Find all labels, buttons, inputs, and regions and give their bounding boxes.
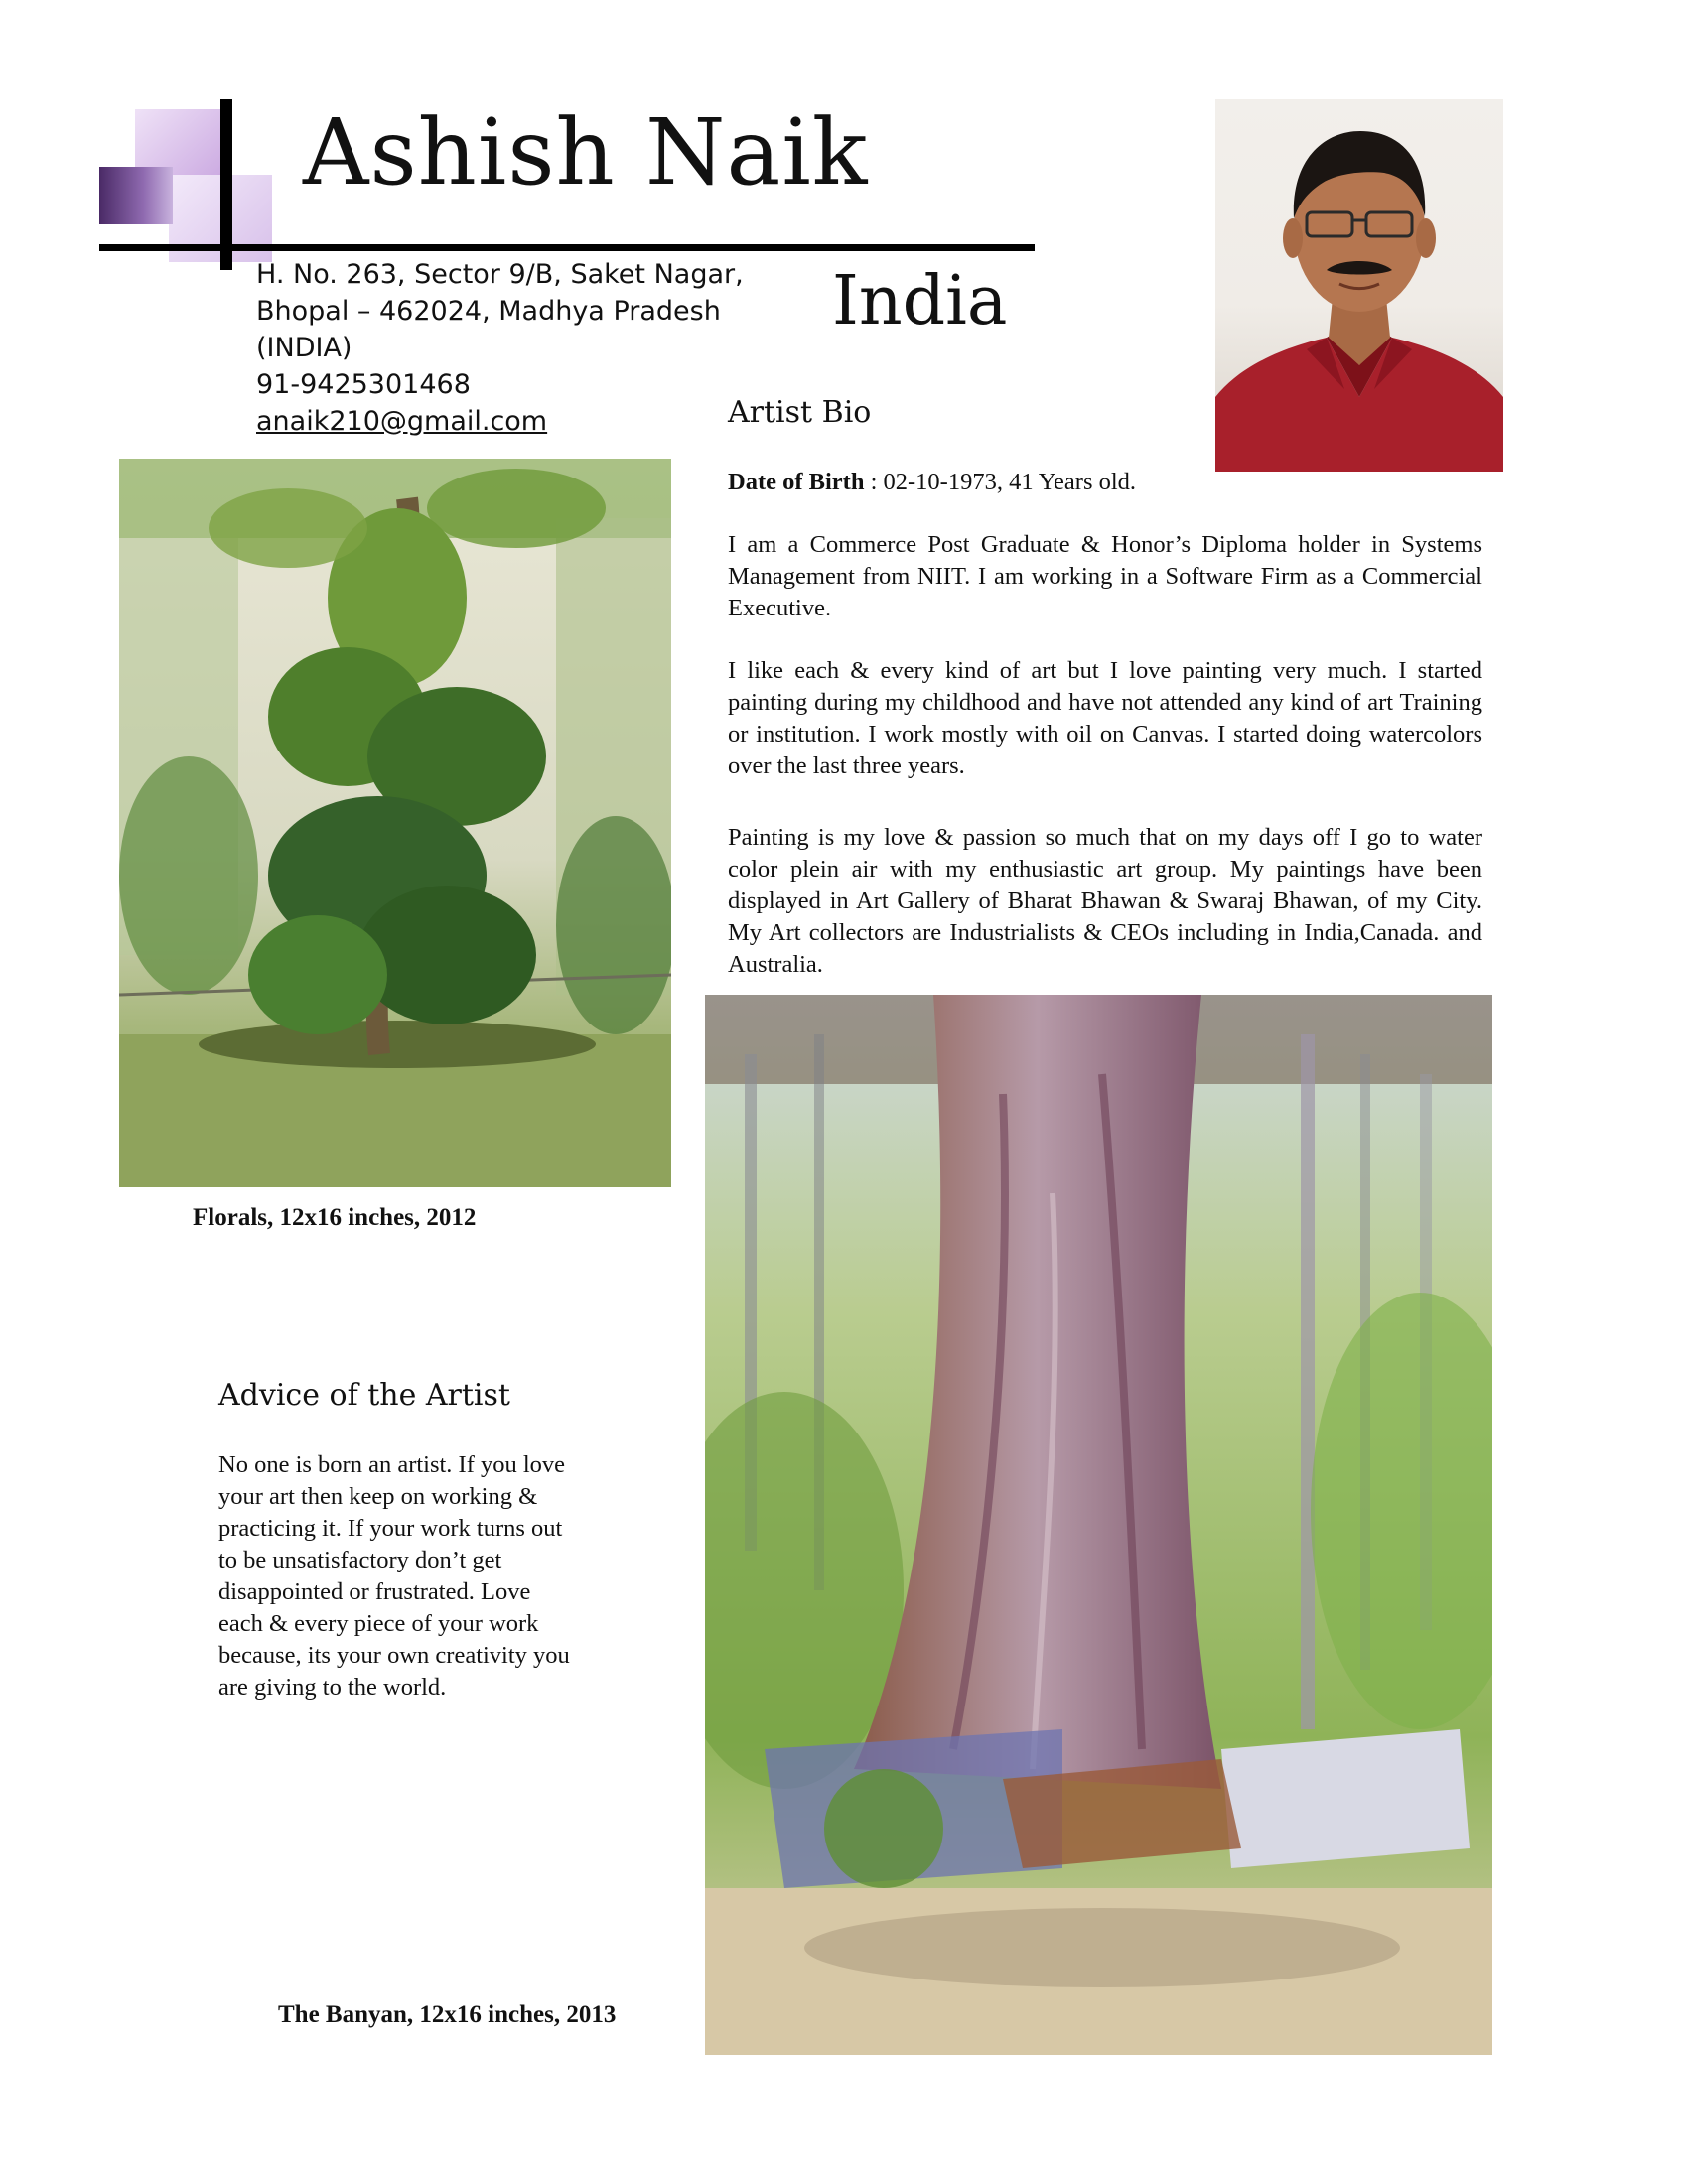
phone-number: 91-9425301468 [256,369,471,400]
banyan-painting-illustration [705,995,1492,2055]
bio-paragraph-3-text: Painting is my love & passion so much that on my days off I go to water color plein air with my enthusiastic art group. My paintings have been displayed in Art Gallery of Bharat Bhawan & Swaraj Bhawan, of my City. My Art collectors are Industrialists & CEOs including in India,Canada. and Australia. [728,824,1482,978]
artist-bio-heading: Artist Bio [728,395,872,430]
advice-heading: Advice of the Artist [218,1378,510,1413]
address-line-3: (INDIA) [256,333,352,363]
dob-value: : 02-10-1973, 41 Years old. [864,469,1137,495]
dob-label: Date of Birth [728,469,865,495]
banyan-painting [705,995,1492,2055]
address-line-2: Bhopal – 462024, Madhya Pradesh [256,296,721,327]
decorative-square-dark [99,167,173,224]
banyan-caption: The Banyan, 12x16 inches, 2013 [278,2001,617,2028]
date-of-birth [728,467,1482,498]
address-line-1: H. No. 263, Sector 9/B, Saket Nagar, [256,259,744,290]
florals-caption: Florals, 12x16 inches, 2012 [193,1204,477,1231]
florals-painting [119,459,671,1187]
header-horizontal-rule [99,244,1035,251]
artist-portrait [1215,99,1503,472]
portrait-illustration [1215,99,1503,472]
bio-paragraph-2 [728,655,1482,782]
florals-painting-illustration [119,459,671,1187]
contact-block [256,256,744,440]
country-label: India [832,262,1008,341]
bio-paragraph-3 [728,822,1482,981]
advice-text: No one is born an artist. If you love your art then keep on working & practicing it. If your work turns out to be unsatisfactory don’t get disappointed or frustrated. Love each & every piece of your work because, its your own creativity you are giving to the world. [218,1451,570,1701]
artist-name: Ashish Naik [303,99,869,205]
email-link[interactable]: anaik210@gmail.com [256,406,548,437]
bio-paragraph-2-text: I like each & every kind of art but I love painting very much. I started painting during my childhood and have not attended any kind of art Training or institution. I work mostly with oil on Canvas. I started doing watercolors over the last three years. [728,657,1482,779]
bio-paragraph-1 [728,529,1482,624]
bio-paragraph-1-text: I am a Commerce Post Graduate & Honor’s Diploma holder in Systems Management from NIIT. I am working in a Software Firm as a Commercial Executive. [728,531,1482,621]
